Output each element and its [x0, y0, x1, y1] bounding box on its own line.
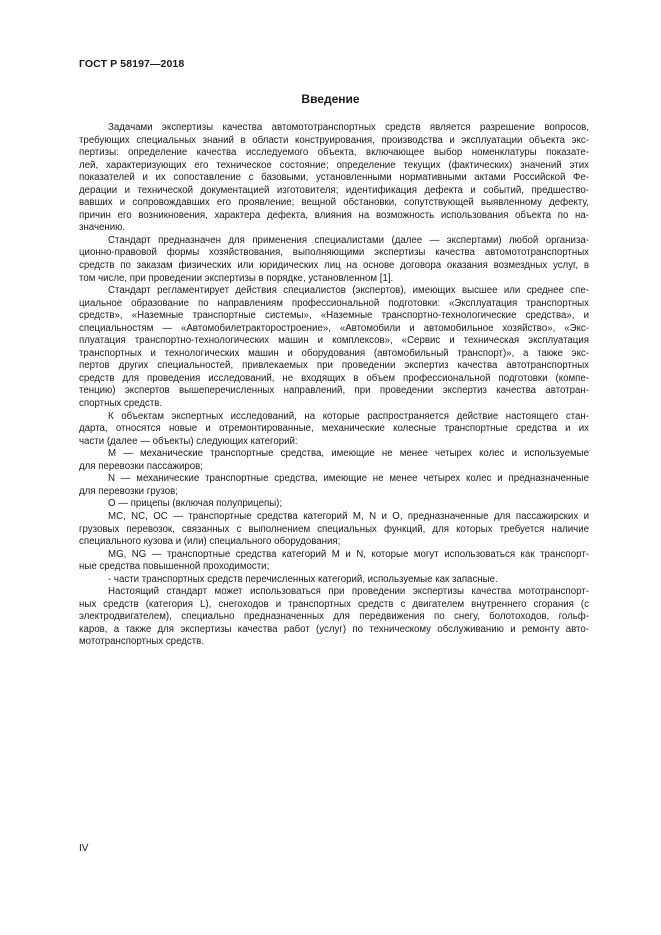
text-line: Настоящий стандарт может использоваться при проведении экспертизы качества мототранспорт- [108, 586, 589, 598]
text-line: ционно-правовой формы хозяйствования, выполняющими экспертизы качества автомототранспортных [79, 247, 589, 259]
text-line: показателей и их сопоставление с базовыми, установленными нормативными актами Российской Фе- [79, 172, 589, 184]
text-line: Стандарт регламентирует действия специалистов (экспертов), имеющих высшее или среднее спе- [108, 285, 589, 297]
text-line: части (далее — объекты) следующих категорий: [79, 435, 298, 447]
text-line: электродвигателем), специально предназначенных для передвижения по снегу, болотоходов, гольф- [79, 611, 589, 623]
text-line: причин его возникновения, характера дефекта, влияния на возможность использования объекта по на- [79, 209, 589, 221]
text-line: MG, NG — транспортные средства категорий М и N, которые могут использоваться как транспорт- [108, 548, 589, 560]
text-line: значению. [79, 222, 126, 234]
text-line: пертов других специальностей, привлекаемых при проведении экспертиз качества автотранспортных [79, 360, 589, 372]
text-line: пертизы: определение качества исследуемого объекта, включающее выбор номенклатуры показате- [79, 147, 589, 159]
section-title: Введение [301, 92, 360, 106]
text-line: - части транспортных средств перечисленных категорий, используемые как запасные. [108, 573, 498, 585]
text-line: Стандарт предназначен для применения специалистами (далее — экспертами) любой организа- [108, 234, 589, 246]
text-line: ных средств (категория L), снегоходов и транспортных средств с двигателем внутреннего сгорания (с [79, 598, 589, 610]
text-line: для перевозки грузов; [79, 485, 178, 497]
text-line: Задачами экспертизы качества автомототранспортных средств является разрешение вопросов, [108, 122, 589, 133]
text-line: О — прицепы (включая полуприцепы); [108, 498, 283, 510]
text-line: требующих специальных знаний в области конструирования, производства и эксплуатации объекта экс- [79, 134, 589, 146]
text-line: транспортных и технологических машин и оборудования (автомобильный транспорт)», а также экс- [79, 347, 589, 359]
text-line: спортных средств. [79, 398, 163, 410]
text-line: М — механические транспортные средства, имеющие не менее четырех колес и используемые [108, 448, 589, 460]
text-line: К объектам экспертных исследований, на которые распространяется действие настоящего стан- [108, 410, 589, 422]
text-line: ные средства повышенной проходимости; [79, 561, 270, 573]
text-line: каров, а также для экспертизы качества работ (услуг) по техническому обслуживанию и ремонту авто- [79, 623, 589, 635]
text-line: МС, NC, ОС — транспортные средства категорий М, N и О, предназначенные для пассажирских и [108, 510, 589, 522]
text-line: специальностям — «Автомобилетракторостроение», «Автомобили и автомобильное хозяйство», «Экс- [79, 322, 589, 334]
document-header-id: ГОСТ Р 58197—2018 [79, 58, 185, 70]
text-line: средств для проведения исследований, не входящих в объем профессиональной подготовки (компе- [79, 372, 589, 384]
text-line: средств по заказам физических или юридических лиц на основе договора оказания возмездных услуг, в [79, 260, 589, 272]
text-line: специального кузова и (или) специального оборудования; [79, 536, 341, 548]
text-line: дарта, относятся новые и отремонтированные, механические колесные транспортные средства и их [79, 423, 589, 435]
text-line: для перевозки пассажиров; [79, 460, 203, 472]
text-line: грузовых перевозок, связанных с выполнением специальных функций, для которых требуется наличие [79, 523, 589, 535]
page-number: IV [79, 843, 89, 854]
text-line: плуатация транспортно-технологических машин и комплексов», «Сервис и техническая эксплуатация [79, 335, 589, 347]
body-text [79, 122, 589, 649]
text-line: том числе, при проведении экспертизы в порядке, установленном [1]. [79, 272, 394, 284]
text-line: N — механические транспортные средства, имеющие не менее четырех колес и предназначенные [108, 473, 589, 485]
text-line: лей, характеризующих его техническое состояние; определение текущих (фактических) значений этих [79, 159, 589, 171]
text-line: дерации и технической документацией изготовителя; идентификация дефекта и событий, предшество- [79, 184, 589, 196]
text-line: мототранспортных средств. [79, 636, 205, 648]
text-line: средств», «Наземные транспортные системы», «Наземные транспортно-технологические средства», и [79, 310, 589, 322]
text-line: вавших и сопровождавших его проявление; вещной обстановки, сопутствующей выявленному дефекту, [79, 197, 589, 209]
text-line: тенцию) экспертов вышеперечисленных направлений, при проведении экспертиз качества автотран- [79, 385, 589, 397]
text-line: циальное образование по направлениям профессиональной подготовки: «Эксплуатация транспортных [79, 297, 589, 309]
